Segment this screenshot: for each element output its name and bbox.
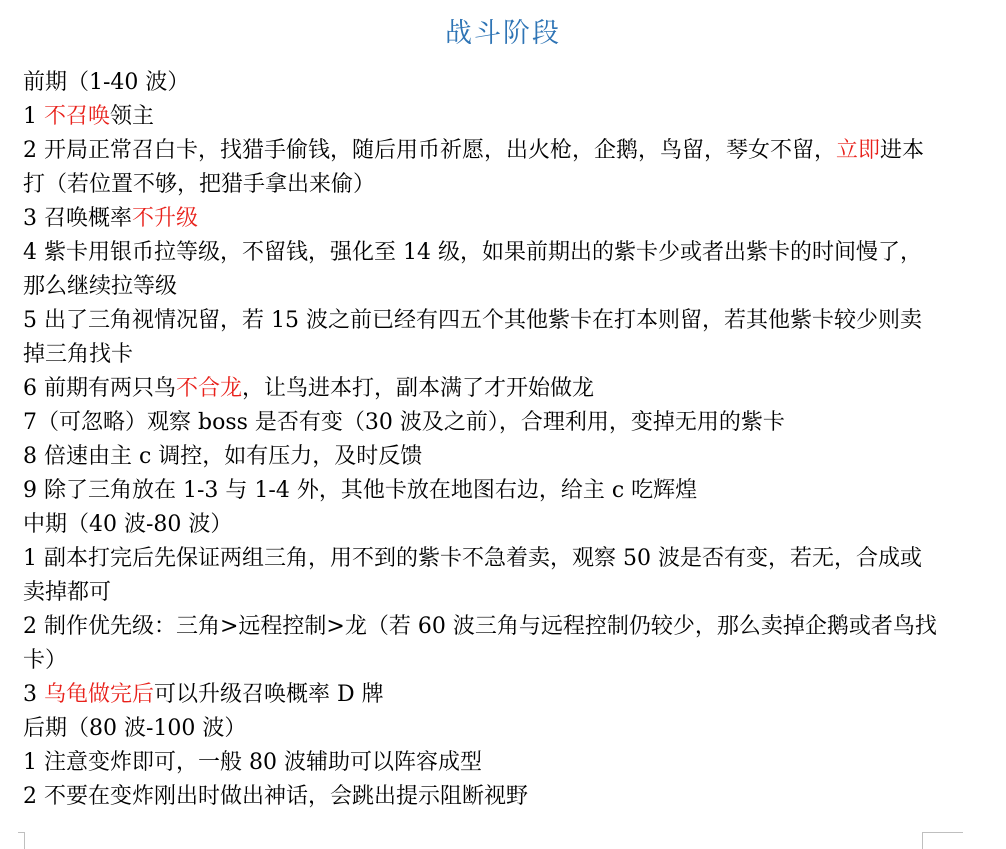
document-paragraph	[23, 406, 943, 440]
paragraph-text: 前期（1-40 波）	[23, 70, 190, 95]
document-paragraph	[23, 134, 943, 202]
document-body	[23, 66, 943, 814]
paragraph-text: 9 除了三角放在 1-3 与 1-4 外，其他卡放在地图右边，给主 c 吃辉煌	[23, 478, 698, 503]
paragraph-text: 2 制作优先级：三角>远程控制>龙（若 60 波三角与远程控制仍较少，那么卖掉企鹅或者鸟找卡）	[23, 614, 937, 673]
document-paragraph	[23, 542, 943, 610]
paragraph-text: 8 倍速由主 c 调控，如有压力，及时反馈	[23, 444, 423, 469]
paragraph-text: 5 出了三角视情况留，若 15 波之前已经有四五个其他紫卡在打本则留，若其他紫卡较少则卖掉三角找卡	[23, 308, 922, 367]
highlighted-text: 不升级	[132, 206, 199, 231]
paragraph-text: 1	[23, 104, 44, 129]
document-paragraph	[23, 440, 943, 474]
document-paragraph	[23, 712, 943, 746]
paragraph-text: 2 开局正常召白卡，找猎手偷钱，随后用币祈愿，出火枪，企鹅，鸟留，琴女不留，	[23, 138, 836, 163]
document-paragraph	[23, 372, 943, 406]
paragraph-text: 6 前期有两只鸟	[23, 376, 176, 401]
document-paragraph	[23, 610, 943, 678]
document-paragraph	[23, 508, 943, 542]
document-paragraph	[23, 100, 943, 134]
document-title: 战斗阶段	[445, 18, 561, 49]
paragraph-text: 1 注意变炸即可，一般 80 波辅助可以阵容成型	[23, 750, 482, 775]
document-paragraph	[23, 66, 943, 100]
paragraph-text: 7（可忽略）观察 boss 是否有变（30 波及之前），合理利用，变掉无用的紫卡	[23, 410, 785, 435]
highlighted-text: 不合龙	[176, 376, 243, 401]
document-paragraph	[23, 304, 943, 372]
document-paragraph	[23, 236, 943, 304]
highlighted-text: 不召唤	[44, 104, 111, 129]
document-paragraph	[23, 678, 943, 712]
paragraph-text: ，让鸟进本打，副本满了才开始做龙	[242, 376, 595, 401]
paragraph-text: 领主	[110, 104, 155, 129]
paragraph-text: 3 召唤概率	[23, 206, 132, 231]
paragraph-text: 4 紫卡用银币拉等级，不留钱，强化至 14 级，如果前期出的紫卡少或者出紫卡的时间慢了，那么继续拉等级	[23, 240, 922, 299]
document-paragraph	[23, 202, 943, 236]
paragraph-text: 3	[23, 682, 44, 707]
page-corner-marker-right	[922, 832, 963, 849]
highlighted-text: 立即	[836, 138, 881, 163]
highlighted-text: 乌龟做完后	[44, 682, 155, 707]
page-corner-marker-left	[18, 832, 25, 849]
document-paragraph	[23, 780, 943, 814]
paragraph-text: 可以升级召唤概率 D 牌	[154, 682, 384, 707]
paragraph-text: 进本打（若位置不够，把猎手拿出来偷）	[23, 138, 925, 197]
paragraph-text: 中期（40 波-80 波）	[23, 512, 233, 537]
paragraph-text: 1 副本打完后先保证两组三角，用不到的紫卡不急着卖，观察 50 波是否有变，若无，合成或卖掉都可	[23, 546, 922, 605]
paragraph-text: 2 不要在变炸刚出时做出神话，会跳出提示阻断视野	[23, 784, 528, 809]
document-paragraph	[23, 474, 943, 508]
document-paragraph	[23, 746, 943, 780]
paragraph-text: 后期（80 波-100 波）	[23, 716, 247, 741]
